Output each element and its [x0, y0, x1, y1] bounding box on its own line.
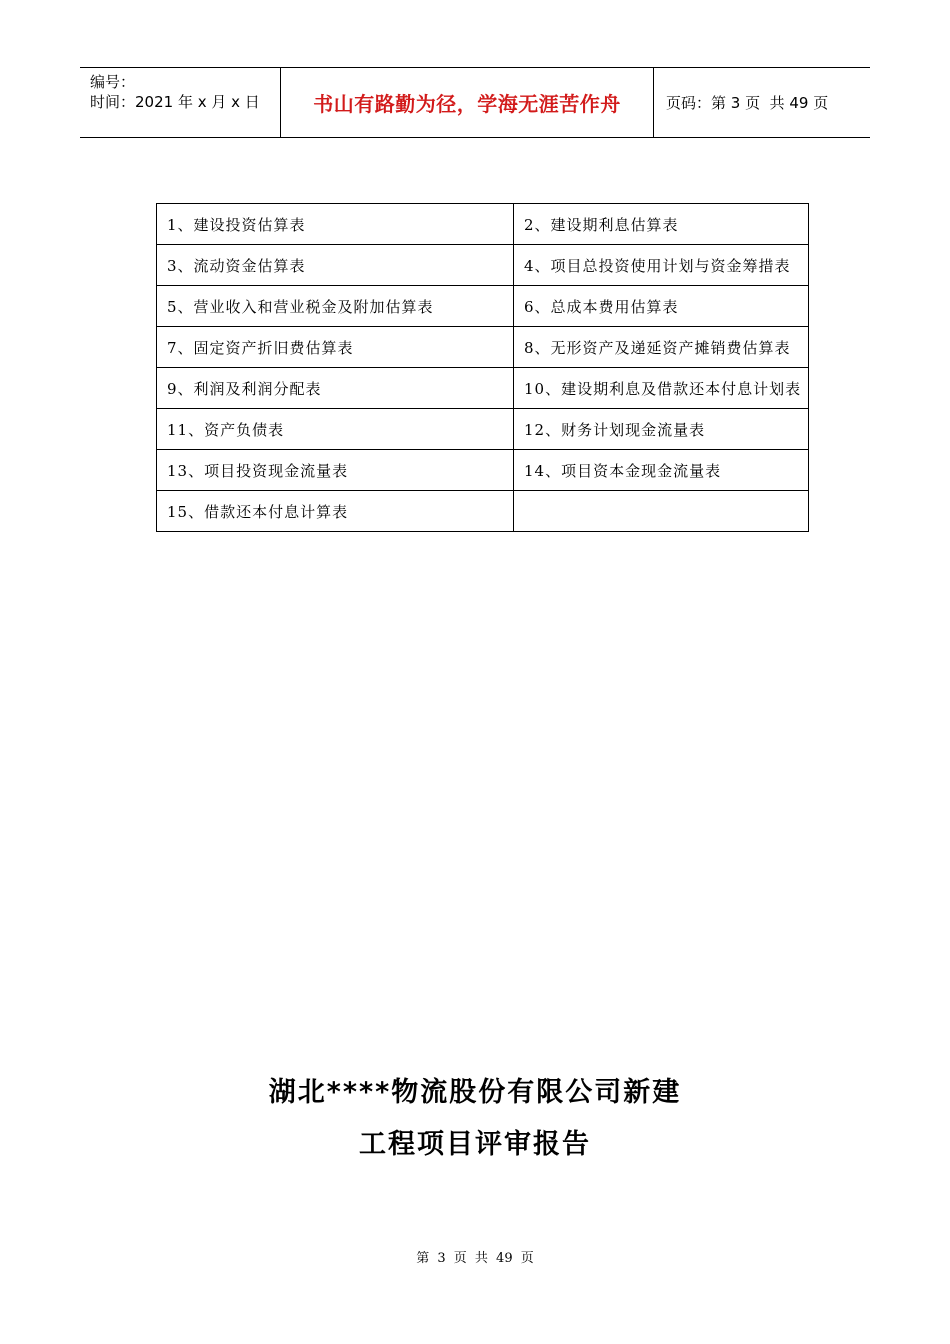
page-header — [80, 67, 870, 138]
table-cell: 14、项目资本金现金流量表 — [514, 450, 809, 491]
table-cell: 13、项目投资现金流量表 — [157, 450, 514, 491]
table-cell: 9、利润及利润分配表 — [157, 368, 514, 409]
table-cell: 7、固定资产折旧费估算表 — [157, 327, 514, 368]
report-title-line-2: 工程项目评审报告 — [359, 1129, 591, 1160]
table-cell: 3、流动资金估算表 — [157, 245, 514, 286]
table-cell: 2、建设期利息估算表 — [514, 204, 809, 245]
appendix-table-list — [156, 203, 809, 532]
table-cell: 4、项目总投资使用计划与资金筹措表 — [514, 245, 809, 286]
table-row — [157, 327, 809, 368]
header-page-info: 页码：第 3 页 共 49 页 — [666, 94, 829, 112]
table-row — [157, 450, 809, 491]
table-row — [157, 286, 809, 327]
document-date: 时间：2021 年 x 月 x 日 — [90, 93, 260, 111]
document-number-label: 编号： — [90, 73, 136, 91]
table-cell: 15、借款还本付息计算表 — [157, 491, 514, 532]
table-row — [157, 409, 809, 450]
header-meta — [80, 68, 281, 137]
table-cell-empty — [514, 491, 809, 532]
table-cell: 5、营业收入和营业税金及附加估算表 — [157, 286, 514, 327]
report-title-line-1: 湖北****物流股份有限公司新建 — [268, 1077, 682, 1108]
table-cell: 10、建设期利息及借款还本付息计划表 — [514, 368, 809, 409]
table-row — [157, 491, 809, 532]
table-row — [157, 368, 809, 409]
table-row — [157, 204, 809, 245]
header-slogan: 书山有路勤为径，学海无涯苦作舟 — [281, 68, 654, 137]
table-cell: 12、财务计划现金流量表 — [514, 409, 809, 450]
page-footer: 第 3 页 共 49 页 — [416, 1251, 534, 1266]
table-cell: 1、建设投资估算表 — [157, 204, 514, 245]
table-cell: 8、无形资产及递延资产摊销费估算表 — [514, 327, 809, 368]
table-cell: 11、资产负债表 — [157, 409, 514, 450]
table-cell: 6、总成本费用估算表 — [514, 286, 809, 327]
table-row — [157, 245, 809, 286]
